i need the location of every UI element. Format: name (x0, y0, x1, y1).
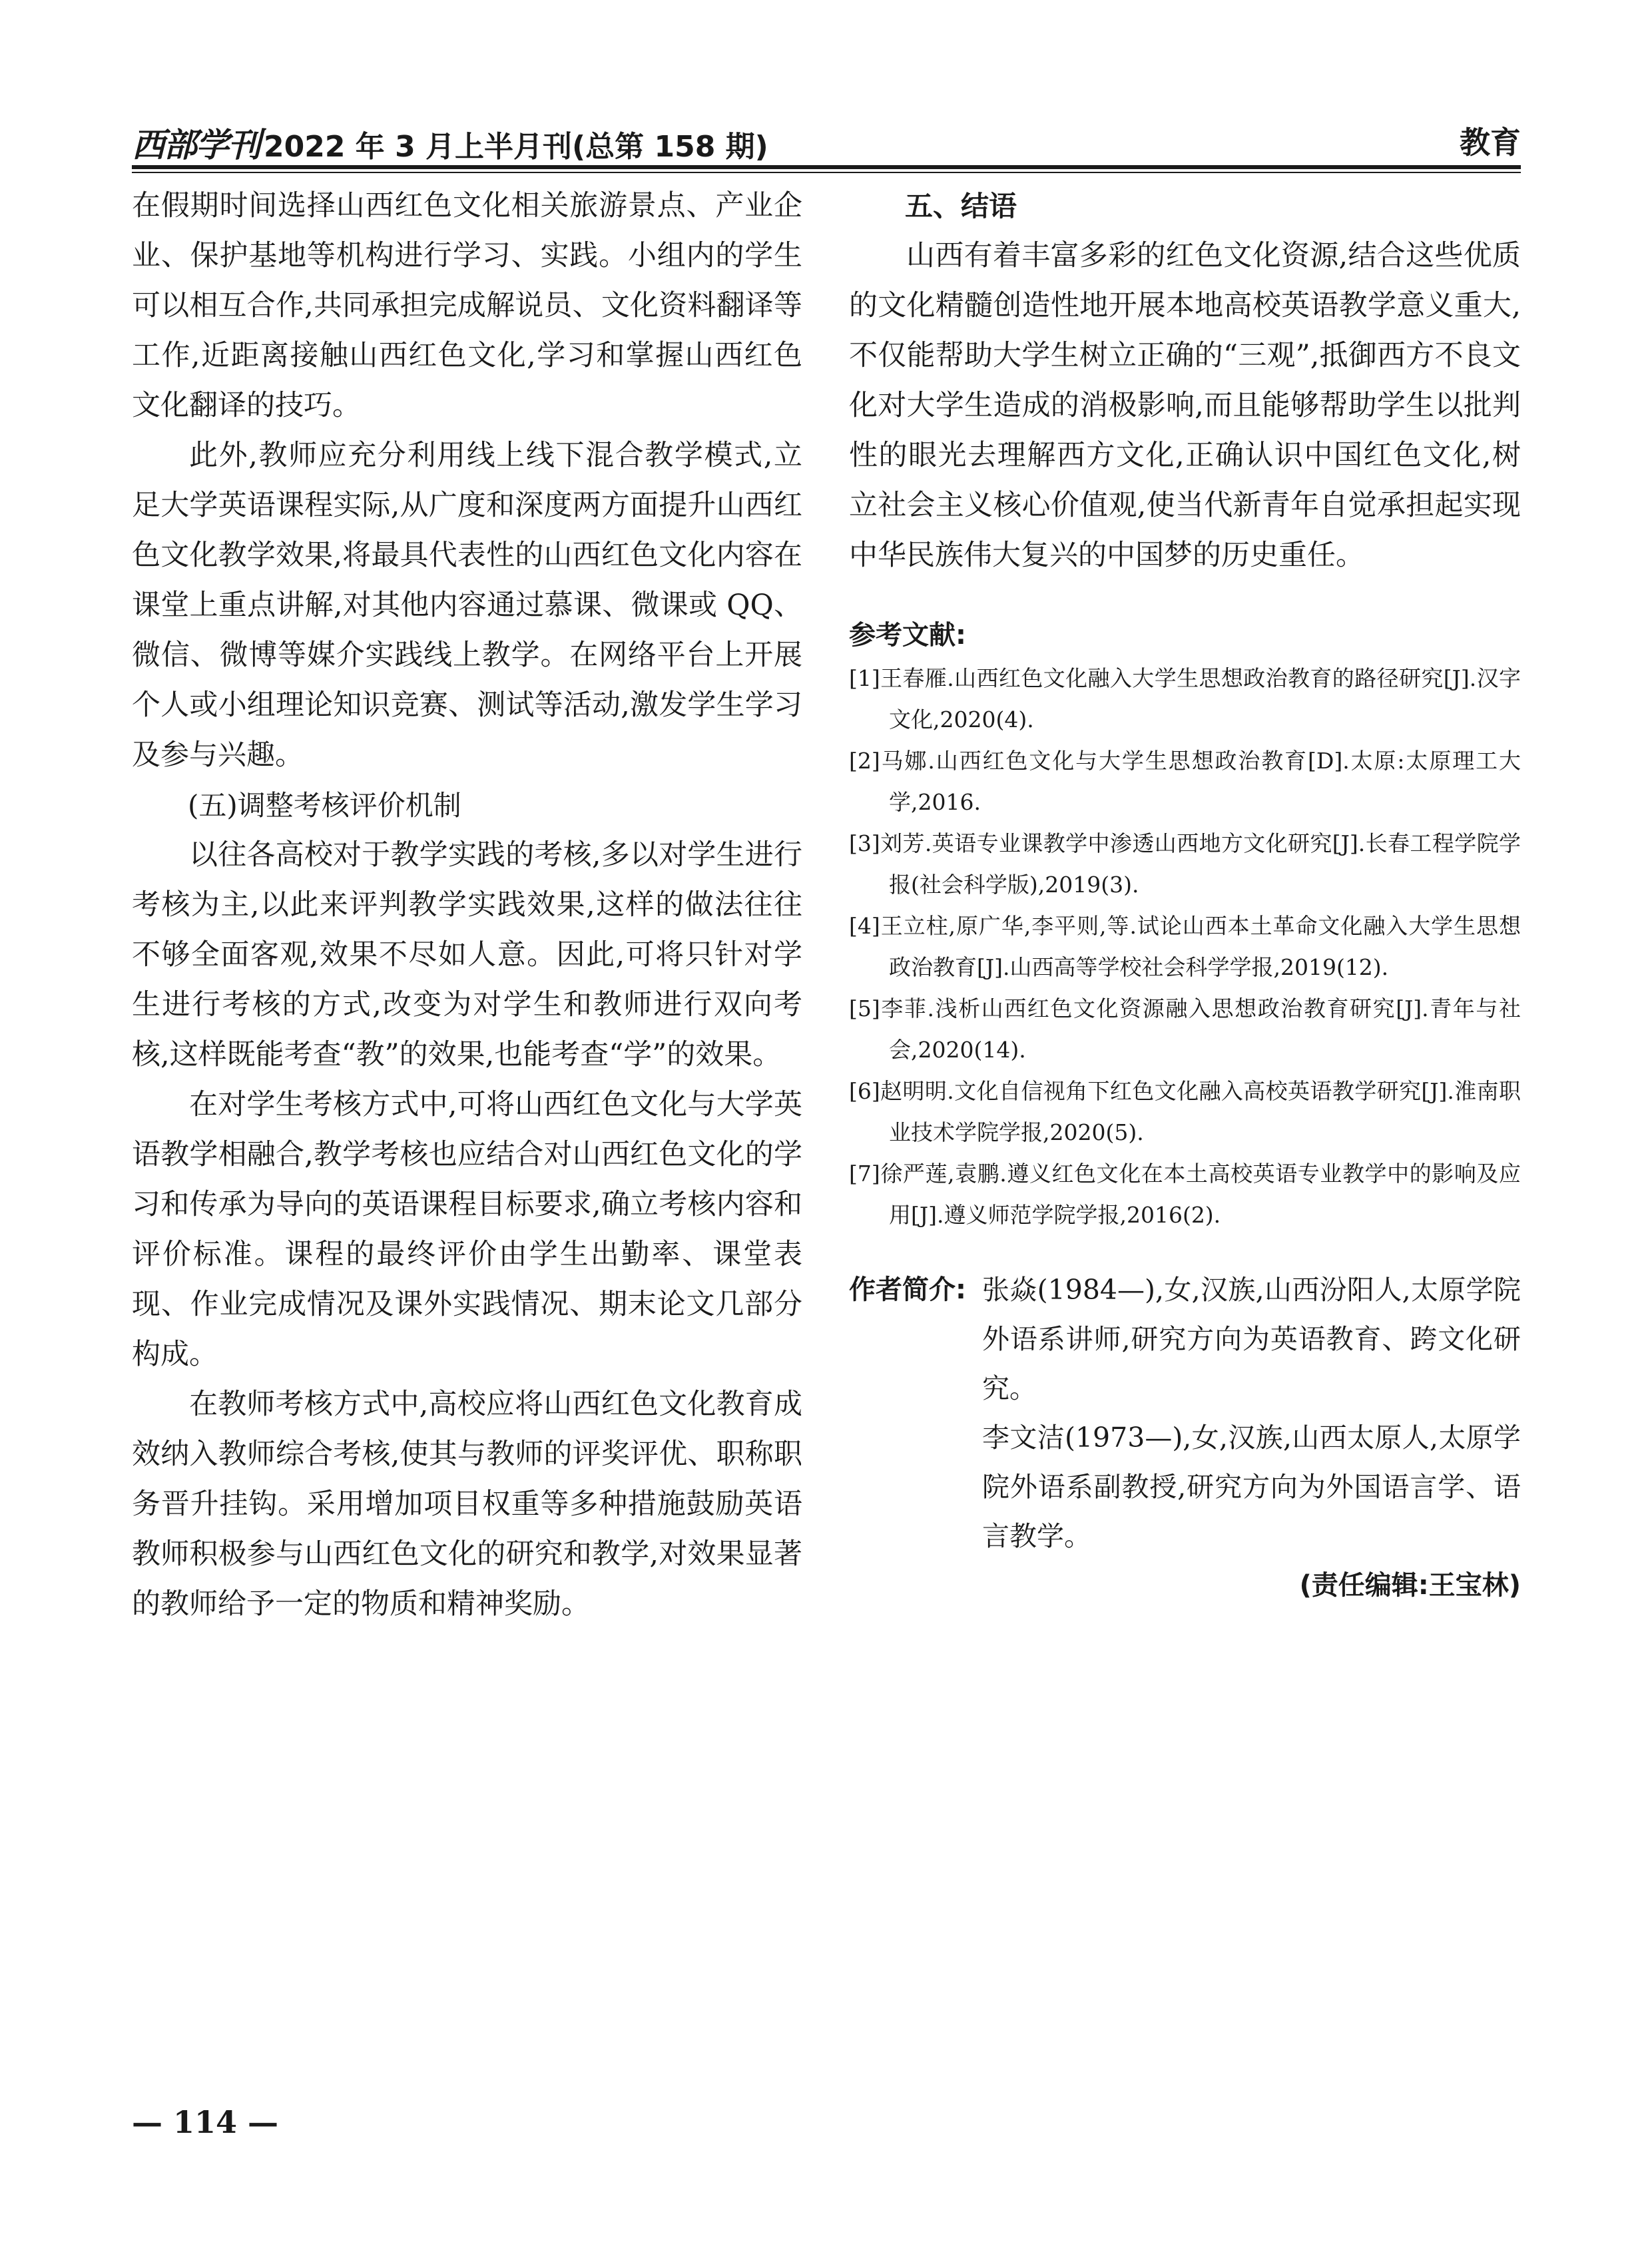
body-paragraph: 在假期时间选择山西红色文化相关旅游景点、产业企业、保护基地等机构进行学习、实践。小组内的学生可以相互合作,共同承担完成解说员、文化资料翻译等工作,近距离接触山西红色文化,学习和掌握山西红色文化翻译的技巧。 (132, 189, 802, 422)
conclusion-paragraph: 山西有着丰富多彩的红色文化资源,结合这些优质的文化精髓创造性地开展本地高校英语教学意义重大,不仅能帮助大学生树立正确的“三观”,抵御西方不良文化对大学生造成的消极影响,而且能够帮助学生以批判性的眼光去理解西方文化,正确认识中国红色文化,树立社会主义核心价值观,使当代新青年自觉承担起实现中华民族伟大复兴的中国梦的历史重任。 (849, 239, 1521, 572)
reference-item: [5]李菲.浅析山西红色文化资源融入思想政治教育研究[J].青年与社会,2020(14). (849, 995, 1521, 1063)
body-paragraph: 此外,教师应充分利用线上线下混合教学模式,立足大学英语课程实际,从广度和深度两方面提升山西红色文化教学效果,将最具代表性的山西红色文化内容在课堂上重点讲解,对其他内容通过慕课、微课或 QQ、微信、微博等媒介实践线上教学。在网络平台上开展个人或小组理论知识竞赛、测试等活动,激发学生学习及参与兴趣。 (132, 439, 802, 772)
journal-logo: 西部学刊 (132, 125, 260, 164)
author-bios (982, 1265, 1521, 1561)
header-rule-thick (132, 165, 1521, 169)
body-paragraph: 以往各高校对于教学实践的考核,多以对学生进行考核为主,以此来评判教学实践效果,这样的做法往往不够全面客观,效果不尽如人意。因此,可将只针对学生进行考核的方式,改变为对学生和教师进行双向考核,这样既能考查“教”的效果,也能考查“学”的效果。 (132, 838, 802, 1071)
body-paragraph: 在教师考核方式中,高校应将山西红色文化教育成效纳入教师综合考核,使其与教师的评奖评优、职称职务晋升挂钩。采用增加项目权重等多种措施鼓励英语教师积极参与山西红色文化的研究和教学,对效果显著的教师给予一定的物质和精神奖励。 (132, 1388, 802, 1621)
body-paragraph: 在对学生考核方式中,可将山西红色文化与大学英语教学相融合,教学考核也应结合对山西红色文化的学习和传承为导向的英语课程目标要求,确立考核内容和评价标准。课程的最终评价由学生出勤率、课堂表现、作业完成情况及课外实践情况、期末论文几部分构成。 (132, 1088, 802, 1371)
reference-list (849, 658, 1521, 1236)
reference-item: [6]赵明明.文化自信视角下红色文化融入高校英语教学研究[J].淮南职业技术学院学报,2020(5). (849, 1078, 1521, 1145)
journal-issue-line (132, 119, 768, 166)
issue-info: 2022 年 3 月上半月刊(总第 158 期) (264, 130, 768, 164)
reference-item: [3]刘芳.英语专业课教学中渗透山西地方文化研究[J].长春工程学院学报(社会科学版),2019(3). (849, 830, 1521, 898)
left-column (132, 181, 802, 1629)
responsible-editor: (责任编辑:王宝林) (1299, 1570, 1521, 1601)
references-heading: 参考文献: (849, 620, 966, 651)
author-label: 作者简介: (849, 1274, 966, 1305)
section-heading: 五、结语 (905, 190, 1017, 222)
reference-item: [1]王春雁.山西红色文化融入大学生思想政治教育的路径研究[J].汉字文化,2020(4). (849, 665, 1521, 732)
author-info (849, 1265, 1521, 1561)
subsection-heading: (五)调整考核评价机制 (188, 789, 461, 822)
author-bio: 张焱(1984—),女,汉族,山西汾阳人,太原学院外语系讲师,研究方向为英语教育、跨文化研究。 (982, 1274, 1521, 1404)
reference-item: [7]徐严莲,袁鹏.遵义红色文化在本土高校英语专业教学中的影响及应用[J].遵义师范学院学报,2016(2). (849, 1161, 1521, 1228)
header-rule-thin (132, 172, 1521, 173)
page-number: — 114 — (132, 2104, 279, 2140)
author-bio: 李文洁(1973—),女,汉族,山西太原人,太原学院外语系副教授,研究方向为外国语言学、语言教学。 (982, 1422, 1521, 1552)
right-column (849, 181, 1521, 1610)
reference-item: [4]王立柱,原广华,李平则,等.试论山西本土革命文化融入大学生思想政治教育[J].山西高等学校社会科学学报,2019(12). (849, 913, 1521, 980)
running-header (132, 112, 1521, 162)
section-label: 教育 (1460, 125, 1521, 160)
reference-item: [2]马娜.山西红色文化与大学生思想政治教育[D].太原:太原理工大学,2016. (849, 748, 1521, 815)
